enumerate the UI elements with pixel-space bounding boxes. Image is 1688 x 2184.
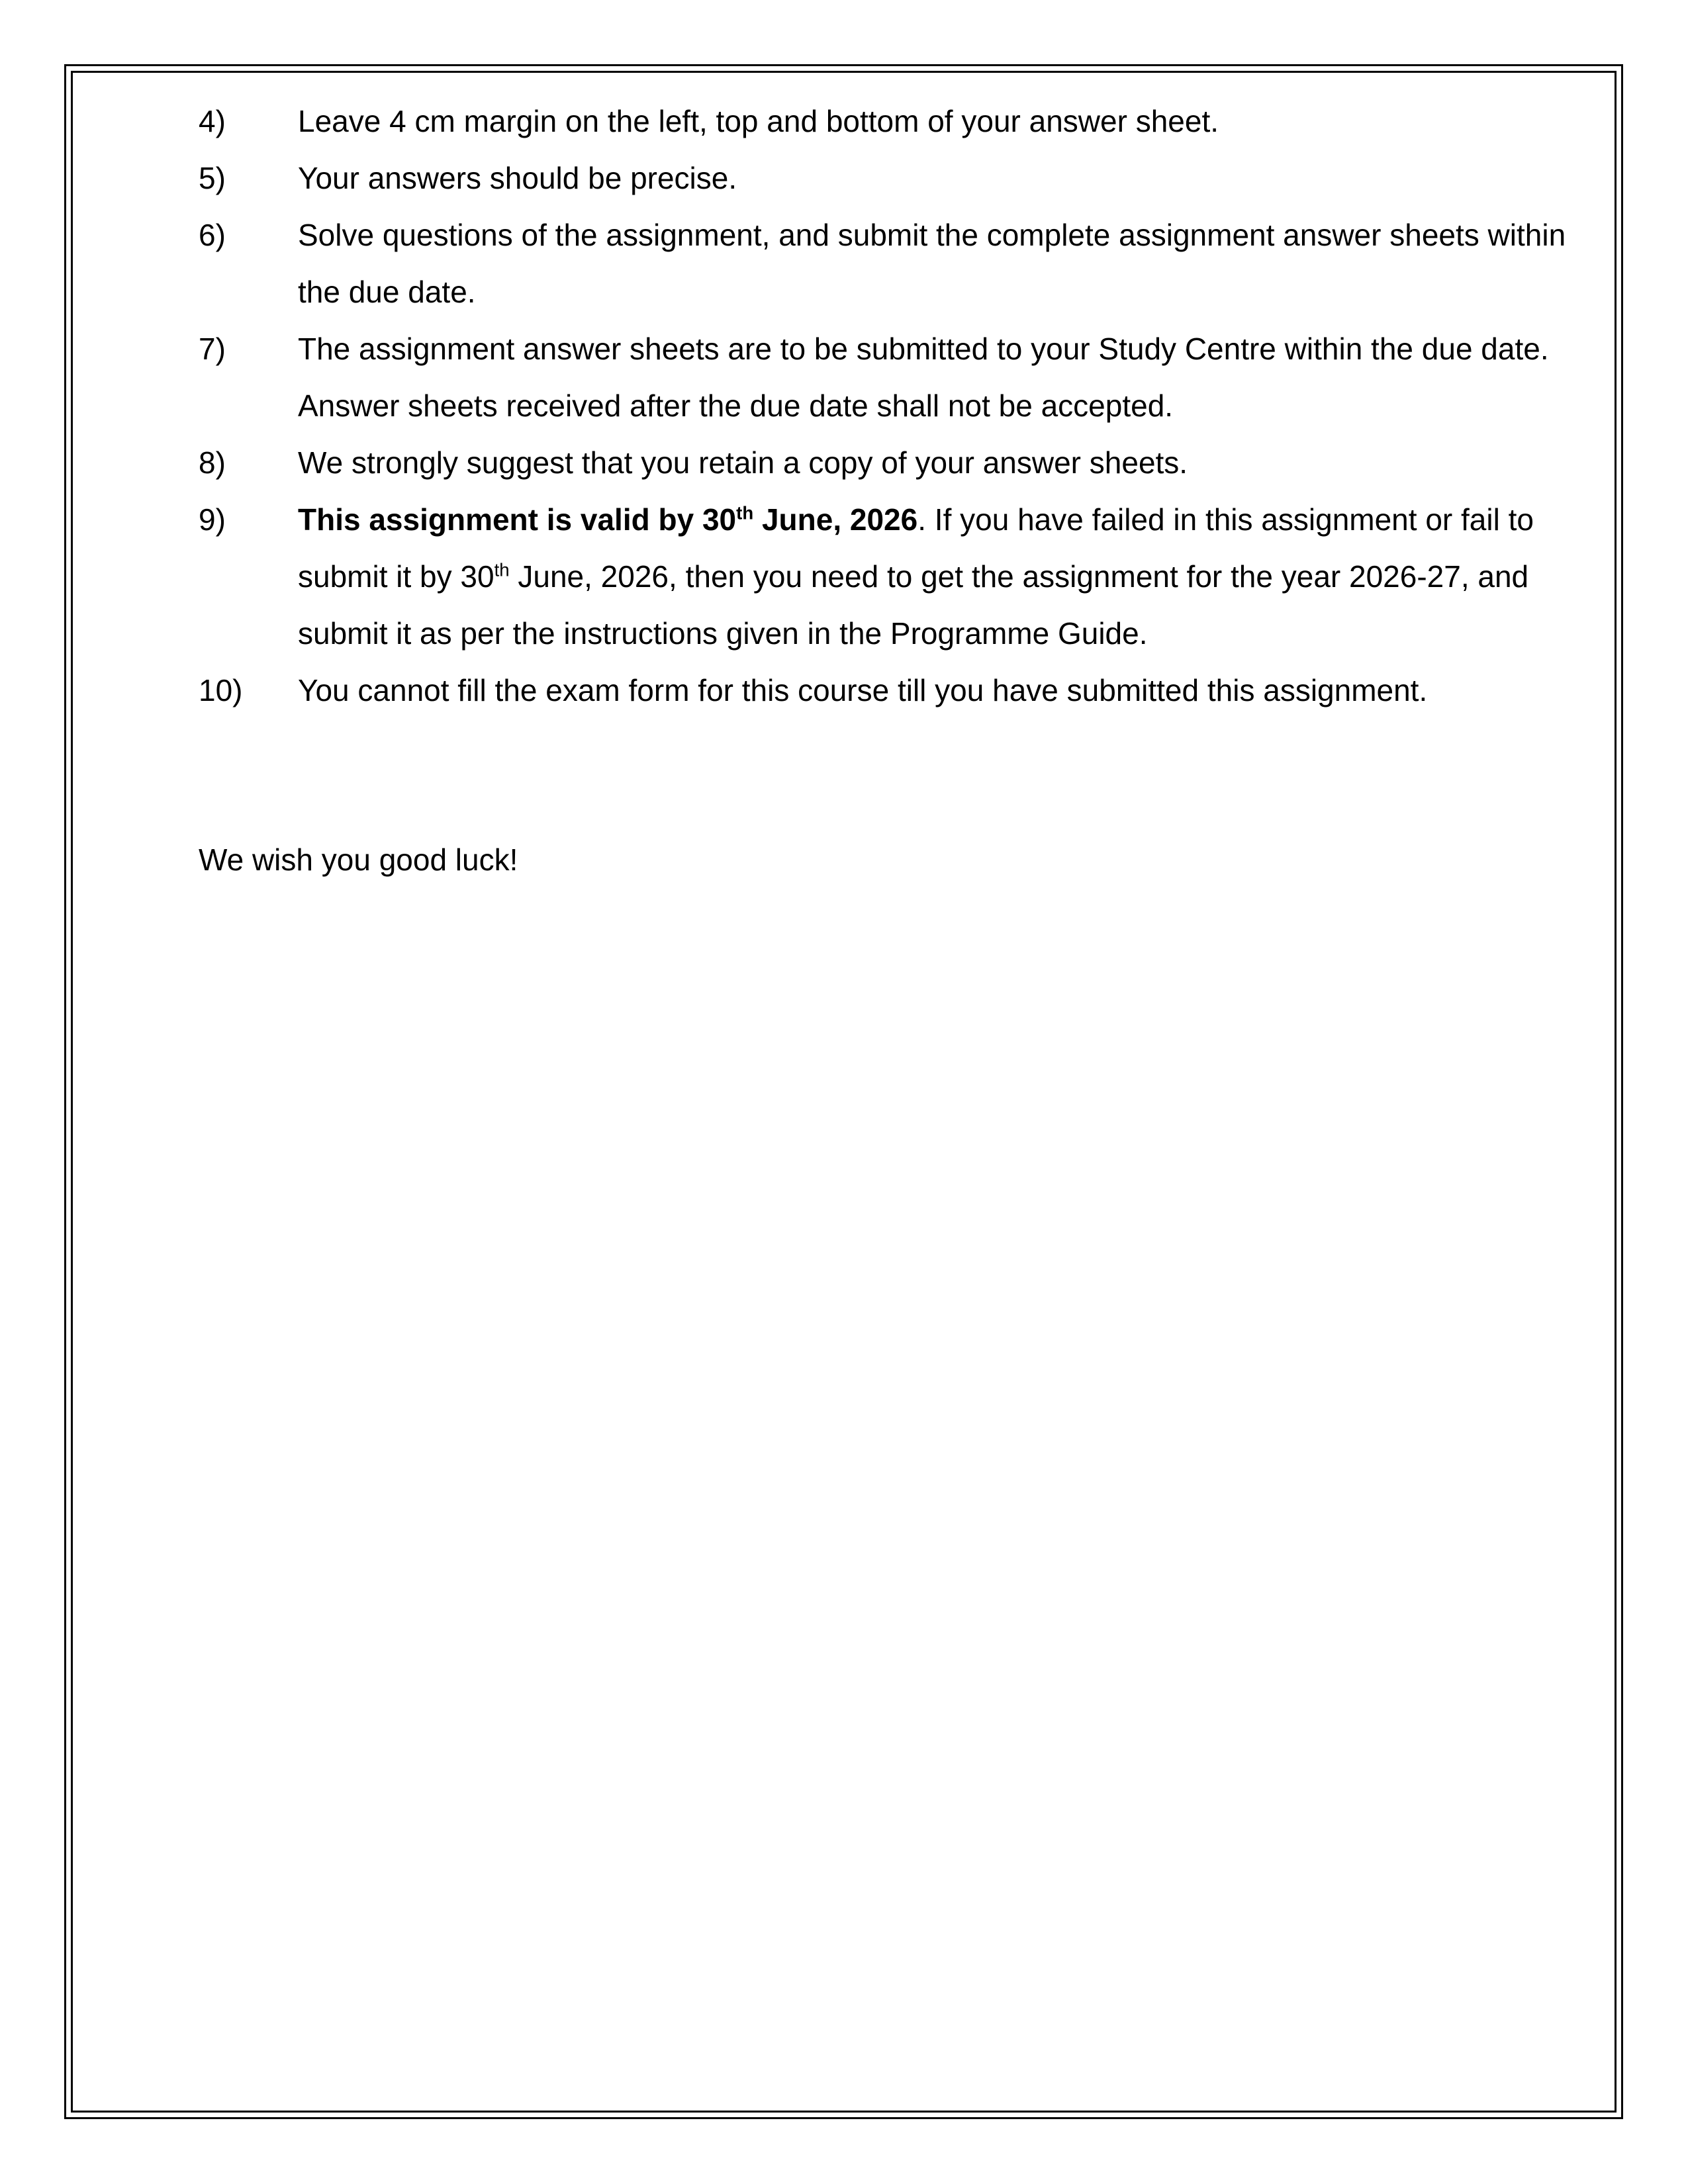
instruction-text-part: June, 2026, then you need to get the assignment for the year 2026-27, and submit it as per the instructions given in the Programme Guide. bbox=[298, 559, 1529, 651]
instruction-text-part: . If you have failed in this assignment or fail to submit it by 30 bbox=[298, 502, 1534, 594]
instruction-item-7 bbox=[199, 320, 1595, 434]
instruction-text bbox=[298, 491, 1595, 662]
instruction-text: Solve questions of the assignment, and submit the complete assignment answer sheets within the due date. bbox=[298, 218, 1566, 309]
instruction-text: The assignment answer sheets are to be submitted to your Study Centre within the due date. Answer sheets received after the due date shall not be accepted. bbox=[298, 332, 1549, 423]
validity-text-end: June, 2026 bbox=[753, 502, 918, 537]
instruction-text: Your answers should be precise. bbox=[298, 161, 737, 195]
ordinal-suffix: th bbox=[736, 502, 754, 523]
instruction-text: Leave 4 cm margin on the left, top and bottom of your answer sheet. bbox=[298, 104, 1219, 138]
instruction-text: You cannot fill the exam form for this course till you have submitted this assignment. bbox=[298, 673, 1428, 707]
instruction-item-10 bbox=[199, 662, 1595, 719]
instruction-number: 10) bbox=[199, 673, 243, 707]
instruction-item-8 bbox=[199, 434, 1595, 491]
instruction-item-6 bbox=[199, 206, 1595, 320]
instructions-content bbox=[199, 93, 1595, 888]
closing-message: We wish you good luck! bbox=[199, 842, 518, 877]
instruction-item-9 bbox=[199, 491, 1595, 662]
instruction-number: 7) bbox=[199, 332, 226, 366]
instruction-number: 6) bbox=[199, 218, 226, 252]
instruction-number: 8) bbox=[199, 445, 226, 480]
validity-text-start: This assignment is valid by 30 bbox=[298, 502, 737, 537]
instruction-item-5 bbox=[199, 150, 1595, 206]
instruction-item-4 bbox=[199, 93, 1595, 150]
instruction-number: 4) bbox=[199, 104, 226, 138]
validity-statement bbox=[298, 502, 917, 537]
instruction-number: 5) bbox=[199, 161, 226, 195]
instruction-number: 9) bbox=[199, 502, 226, 537]
ordinal-suffix: th bbox=[494, 559, 510, 580]
instruction-text: We strongly suggest that you retain a copy of your answer sheets. bbox=[298, 445, 1188, 480]
